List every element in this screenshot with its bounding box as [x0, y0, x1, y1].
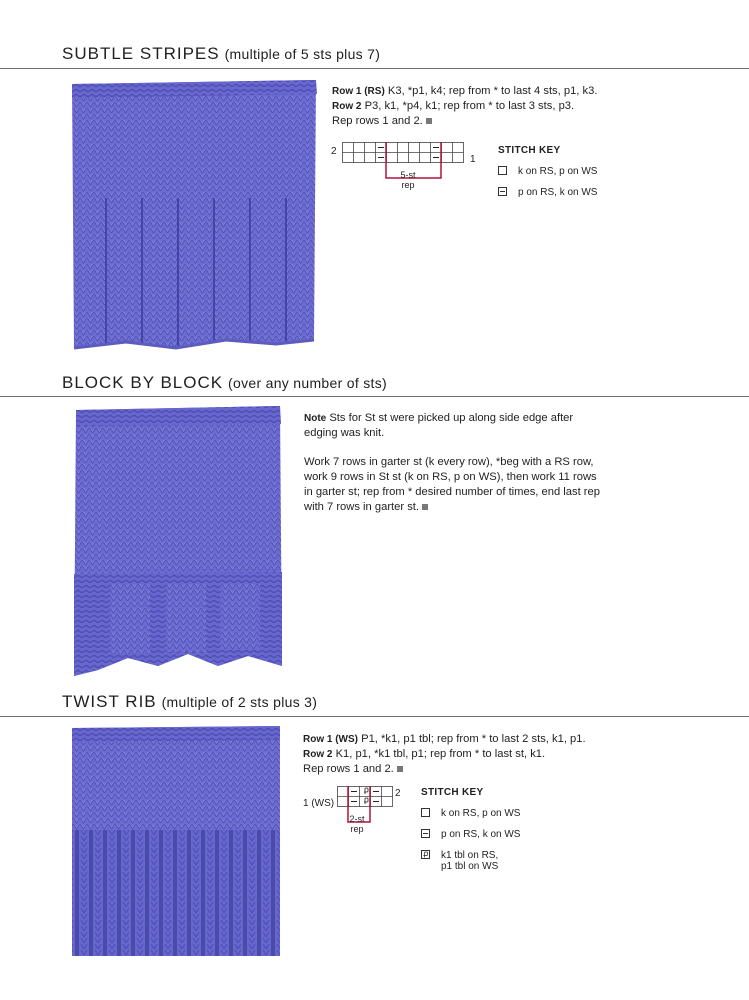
row1-label: Row 1 (WS): [303, 734, 358, 745]
stitch-key-twist: [421, 850, 571, 872]
chart-rep-label: [386, 170, 430, 190]
chart-row-right-label: 1: [470, 154, 476, 165]
chart-rep-label: [340, 814, 374, 834]
row1-label: Row 1 (RS): [332, 86, 385, 97]
rep-text: Rep rows 1 and 2.: [332, 115, 423, 127]
section-title-subtle-stripes: [62, 44, 380, 64]
note-text: Sts for St st were picked up along side edge after edging was knit.: [304, 412, 574, 439]
section-rule: [0, 396, 749, 397]
section-title-main: SUBTLE STRIPES: [62, 44, 220, 63]
pattern-text-subtle-stripes: [332, 84, 632, 129]
stitch-key-twist-rib: [421, 787, 571, 872]
section-title-block-by-block: [62, 373, 387, 393]
section-title-subtitle: (multiple of 5 sts plus 7): [224, 46, 381, 62]
section-rule: [0, 716, 749, 717]
swatch-subtle-stripes: [66, 78, 324, 358]
key-label: p on RS, k on WS: [518, 187, 598, 198]
rep-line2: rep: [350, 824, 364, 834]
end-mark-icon: [422, 504, 428, 510]
stitch-key-subtle-stripes: [498, 145, 648, 198]
end-mark-icon: [426, 118, 432, 124]
rep-line2: rep: [401, 180, 415, 190]
knit-square-icon: [498, 166, 507, 175]
row2-text: P3, k1, *p4, k1; rep from * to last 3 sts, p3.: [364, 100, 575, 112]
key-label: k on RS, p on WS: [518, 166, 598, 177]
stitch-key-knit: [498, 166, 648, 177]
chart-row-right-label: 2: [395, 788, 401, 799]
end-mark-icon: [397, 766, 403, 772]
twist-stitch-icon: [421, 850, 430, 859]
chart-row-left-label: 2: [331, 146, 337, 157]
rep-line1: 2-st: [349, 814, 365, 824]
body-text: Work 7 rows in garter st (k every row), *beg with a RS row, work 9 rows in St st (k on RS, p on WS), then work 11 rows in garter st; rep from * desired number of times, end last rep with 7 rows in garter st.: [304, 456, 600, 513]
row2-label: Row 2: [303, 749, 333, 760]
pattern-text-twist-rib: [303, 732, 623, 777]
section-title-main: TWIST RIB: [62, 692, 157, 711]
stitch-key-purl: [498, 187, 648, 198]
stitch-key-title: STITCH KEY: [421, 787, 484, 798]
note-label: Note: [304, 413, 327, 424]
key-label: k1 tbl on RS,: [441, 850, 499, 861]
stitch-key-knit: [421, 808, 571, 819]
swatch-block-by-block: [68, 404, 288, 680]
section-rule: [0, 68, 749, 69]
knit-square-icon: [421, 808, 430, 817]
purl-square-icon: [421, 829, 430, 838]
row2-label: Row 2: [332, 101, 362, 112]
section-title-subtitle: (over any number of sts): [228, 375, 387, 391]
row2-text: K1, p1, *k1 tbl, p1; rep from * to last st, k1.: [335, 748, 546, 760]
stitch-key-purl: [421, 829, 571, 840]
chart-row-left-label: 1 (WS): [303, 798, 335, 809]
row1-text: K3, *p1, k4; rep from * to last 4 sts, p1, k3.: [387, 85, 598, 97]
key-label: p on RS, k on WS: [441, 829, 521, 840]
stitch-key-title: STITCH KEY: [498, 145, 561, 156]
row1-text: P1, *k1, p1 tbl; rep from * to last 2 sts, k1, p1.: [361, 733, 586, 745]
section-title-main: BLOCK BY BLOCK: [62, 373, 224, 392]
section-title-subtitle: (multiple of 2 sts plus 3): [161, 694, 318, 710]
rep-text: Rep rows 1 and 2.: [303, 763, 394, 775]
rep-line1: 5-st: [400, 170, 416, 180]
swatch-twist-rib: [66, 722, 288, 958]
key-label: p1 tbl on WS: [441, 861, 499, 872]
pattern-text-block-by-block: [304, 411, 604, 515]
section-title-twist-rib: [62, 692, 317, 712]
purl-square-icon: [498, 187, 507, 196]
key-label: k on RS, p on WS: [441, 808, 521, 819]
